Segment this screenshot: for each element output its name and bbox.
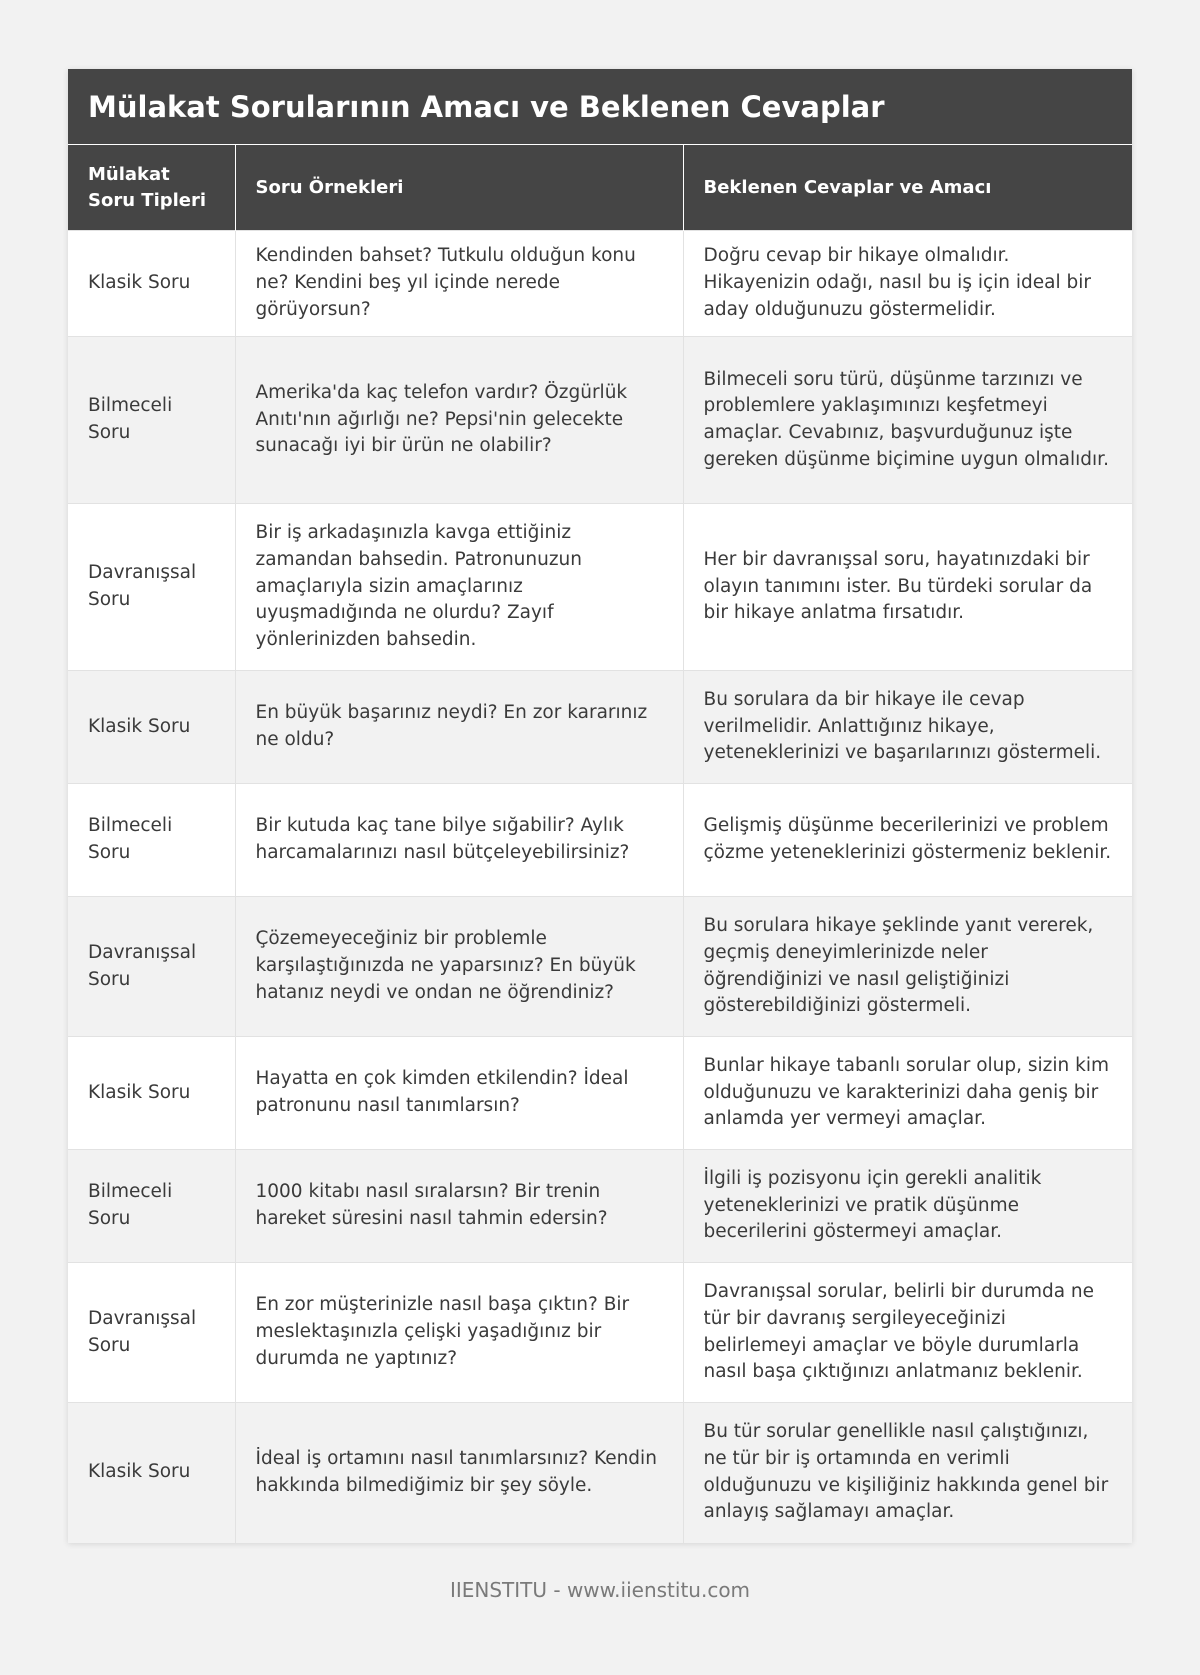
cell-question-type: Klasik Soru: [68, 671, 235, 784]
cell-question-examples: 1000 kitabı nasıl sıralarsın? Bir trenin hareket süresini nasıl tahmin edersin?: [235, 1150, 683, 1263]
cell-expected-answer: Gelişmiş düşünme becerilerinizi ve problem çözme yeteneklerinizi göstermeniz beklenir.: [683, 784, 1132, 897]
table-row: [68, 1150, 1132, 1263]
cell-expected-answer: Doğru cevap bir hikaye olmalıdır. Hikayenizin odağı, nasıl bu iş için ideal bir aday olduğunuzu göstermelidir.: [683, 231, 1132, 337]
interview-questions-card: [68, 69, 1132, 1543]
table-row: [68, 897, 1132, 1037]
table-row: [68, 504, 1132, 671]
table-row: [68, 1403, 1132, 1543]
cell-question-examples: Bir kutuda kaç tane bilye sığabilir? Aylık harcamalarınızı nasıl bütçeleyebilirsiniz?: [235, 784, 683, 897]
cell-expected-answer: Bilmeceli soru türü, düşünme tarzınızı ve problemlere yaklaşımınızı keşfetmeyi amaçlar. Cevabınız, başvurduğunuz işte gereken düşünme biçimine uygun olmalıdır.: [683, 337, 1132, 504]
cell-question-examples: En büyük başarınız neydi? En zor kararınız ne oldu?: [235, 671, 683, 784]
table-row: [68, 671, 1132, 784]
column-header-expected: Beklenen Cevaplar ve Amacı: [683, 145, 1132, 231]
cell-question-type: Davranışsal Soru: [68, 504, 235, 671]
table-row: [68, 1037, 1132, 1150]
column-header-examples: Soru Örnekleri: [235, 145, 683, 231]
page-title: Mülakat Sorularının Amacı ve Beklenen Cevaplar: [88, 89, 885, 124]
cell-question-examples: Çözemeyeceğiniz bir problemle karşılaştığınızda ne yaparsınız? En büyük hatanız neydi ve ondan ne öğrendiniz?: [235, 897, 683, 1037]
table-row: [68, 1263, 1132, 1403]
cell-question-examples: En zor müşterinizle nasıl başa çıktın? Bir meslektaşınızla çelişki yaşadığınız bir durumda ne yaptınız?: [235, 1263, 683, 1403]
table-row: [68, 231, 1132, 337]
cell-expected-answer: Bunlar hikaye tabanlı sorular olup, sizin kim olduğunuzu ve karakterinizi daha geniş bir anlamda yer vermeyi amaçlar.: [683, 1037, 1132, 1150]
cell-question-type: Klasik Soru: [68, 1403, 235, 1543]
cell-question-type: Klasik Soru: [68, 231, 235, 337]
footer-credit: IIENSTITU - www.iienstitu.com: [449, 1578, 751, 1602]
cell-question-type: Bilmeceli Soru: [68, 1150, 235, 1263]
cell-question-examples: Amerika'da kaç telefon vardır? Özgürlük Anıtı'nın ağırlığı ne? Pepsi'nin gelecekte sunacağı iyi bir ürün ne olabilir?: [235, 337, 683, 504]
cell-question-examples: İdeal iş ortamını nasıl tanımlarsınız? Kendin hakkında bilmediğimiz bir şey söyle.: [235, 1403, 683, 1543]
cell-question-type: Bilmeceli Soru: [68, 784, 235, 897]
cell-expected-answer: Bu tür sorular genellikle nasıl çalıştığınızı, ne tür bir iş ortamında en verimli olduğunuzu ve kişiliğiniz hakkında genel bir anlayış sağlamayı amaçlar.: [683, 1403, 1132, 1543]
cell-expected-answer: Davranışsal sorular, belirli bir durumda ne tür bir davranış sergileyeceğinizi belirlemeyi amaçlar ve böyle durumlarla nasıl başa çıktığınızı anlatmanız beklenir.: [683, 1263, 1132, 1403]
title-bar: [68, 69, 1132, 145]
cell-question-type: Davranışsal Soru: [68, 897, 235, 1037]
table-row: [68, 784, 1132, 897]
cell-expected-answer: İlgili iş pozisyonu için gerekli analitik yeteneklerinizi ve pratik düşünme becerilerini göstermeyi amaçlar.: [683, 1150, 1132, 1263]
questions-table: [68, 145, 1132, 1543]
column-header-type: Mülakat Soru Tipleri: [68, 145, 235, 231]
cell-expected-answer: Her bir davranışsal soru, hayatınızdaki bir olayın tanımını ister. Bu türdeki sorular da bir hikaye anlatma fırsatıdır.: [683, 504, 1132, 671]
table-header-row: [68, 145, 1132, 231]
cell-question-type: Klasik Soru: [68, 1037, 235, 1150]
cell-question-examples: Hayatta en çok kimden etkilendin? İdeal patronunu nasıl tanımlarsın?: [235, 1037, 683, 1150]
table-row: [68, 337, 1132, 504]
cell-question-examples: Kendinden bahset? Tutkulu olduğun konu ne? Kendini beş yıl içinde nerede görüyorsun?: [235, 231, 683, 337]
cell-expected-answer: Bu sorulara hikaye şeklinde yanıt vererek, geçmiş deneyimlerinizde neler öğrendiğinizi ve nasıl geliştiğinizi gösterebildiğinizi göstermeli.: [683, 897, 1132, 1037]
cell-question-examples: Bir iş arkadaşınızla kavga ettiğiniz zamandan bahsedin. Patronunuzun amaçlarıyla sizin amaçlarınız uyuşmadığında ne olurdu? Zayıf yönlerinizden bahsedin.: [235, 504, 683, 671]
cell-question-type: Davranışsal Soru: [68, 1263, 235, 1403]
cell-question-type: Bilmeceli Soru: [68, 337, 235, 504]
cell-expected-answer: Bu sorulara da bir hikaye ile cevap verilmelidir. Anlattığınız hikaye, yeteneklerinizi ve başarılarınızı göstermeli.: [683, 671, 1132, 784]
